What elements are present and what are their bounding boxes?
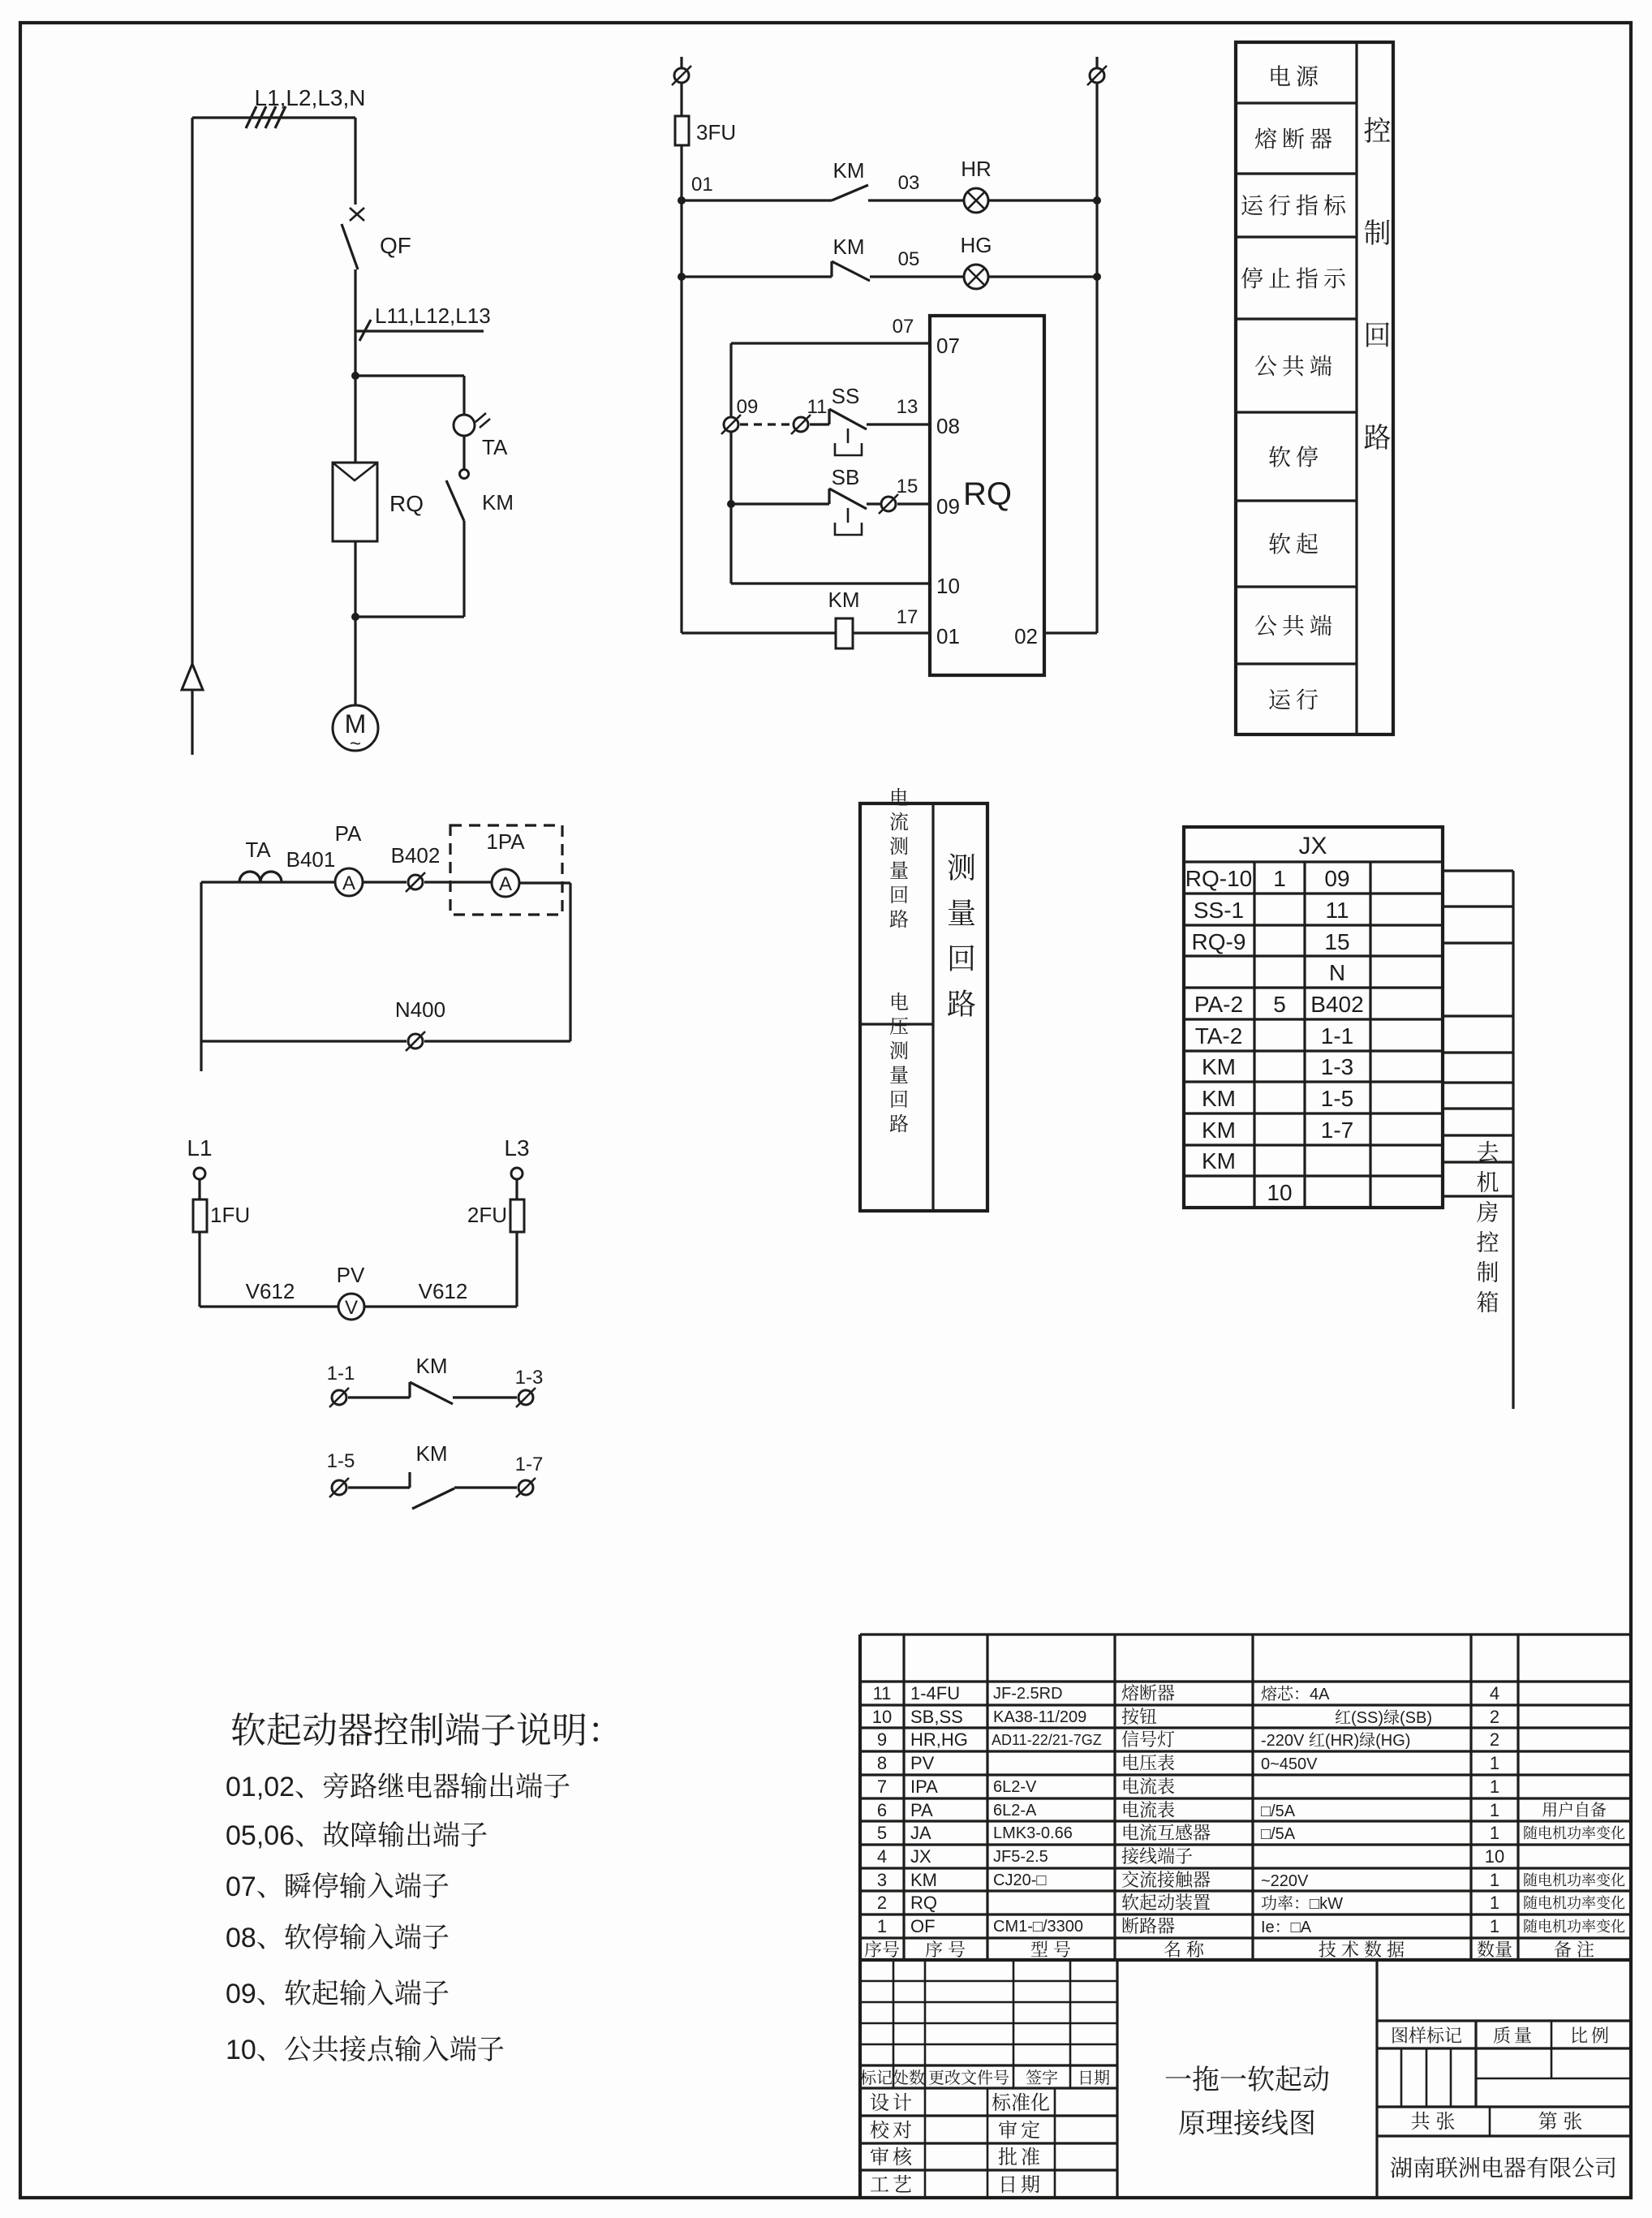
l1-label: L1 bbox=[187, 1135, 213, 1161]
notes-item: 07、瞬停输入端子 bbox=[226, 1871, 450, 1902]
role-label: 校对 bbox=[870, 2120, 915, 2142]
fuse-2fu-label: 2FU bbox=[467, 1203, 507, 1227]
rq-terminal-08: 08 bbox=[936, 414, 960, 438]
part-tech: Ie：□A bbox=[1261, 1919, 1312, 1936]
measure-cell-bottom: 电压测量回路 bbox=[885, 992, 908, 1138]
part-model: LMK3-0.66 bbox=[993, 1824, 1073, 1842]
wire-v612-left: V612 bbox=[245, 1279, 295, 1303]
voltage-measure-circuit bbox=[187, 1135, 529, 1320]
jx-cell: RQ-10 bbox=[1185, 866, 1253, 891]
jx-cell: 1-5 bbox=[1320, 1086, 1354, 1111]
lamp-hg-icon bbox=[964, 265, 988, 289]
part-name: 接线端子 bbox=[1121, 1846, 1194, 1867]
jx-title: JX bbox=[1298, 833, 1327, 859]
control-function-table bbox=[1236, 42, 1393, 734]
part-no: 3 bbox=[876, 1870, 888, 1890]
wire-v612-right: V612 bbox=[418, 1279, 468, 1303]
parts-header-remark: 备 注 bbox=[1553, 1940, 1595, 1960]
jx-dest-label: 去机房控制箱 bbox=[1473, 1140, 1499, 1320]
rev-header: 更改文件号 bbox=[928, 2069, 1009, 2087]
notes-item: 08、软停输入端子 bbox=[226, 1923, 450, 1953]
notes-item: 01,02、旁路继电器输出端子 bbox=[226, 1772, 571, 1802]
notes-item: 10、公共接点输入端子 bbox=[226, 2035, 505, 2065]
jx-cell: KM bbox=[1202, 1148, 1236, 1174]
ta-label: TA bbox=[482, 435, 508, 459]
part-remark: 随电机功率变化 bbox=[1523, 1919, 1625, 1935]
ct-coil-icon bbox=[239, 872, 282, 882]
drawing-title-line2: 原理接线图 bbox=[1178, 2108, 1316, 2139]
role-label: 审核 bbox=[870, 2147, 915, 2168]
part-model: CJ20-□ bbox=[993, 1871, 1047, 1889]
part-name: 断路器 bbox=[1121, 1916, 1176, 1936]
part-model: CM1-□/3300 bbox=[993, 1918, 1084, 1936]
func-row: 运行 bbox=[1267, 687, 1324, 713]
part-code: KM bbox=[910, 1870, 937, 1890]
func-row: 公共端 bbox=[1254, 614, 1338, 639]
km1-label: KM bbox=[832, 158, 865, 183]
jx-cell: 10 bbox=[1267, 1180, 1293, 1205]
qf-label: QF bbox=[380, 233, 411, 258]
ammeter-pa-icon bbox=[335, 868, 363, 896]
part-tech: ~220V bbox=[1261, 1872, 1309, 1890]
jx-cell: 11 bbox=[1325, 898, 1349, 923]
part-name: 软起动装置 bbox=[1121, 1893, 1211, 1913]
part-name: 交流接触器 bbox=[1121, 1870, 1211, 1890]
ss-pushbutton-icon bbox=[829, 409, 867, 455]
part-qty: 1 bbox=[1489, 1893, 1500, 1913]
sb-label: SB bbox=[831, 465, 860, 489]
km-coil-label: KM bbox=[828, 588, 860, 612]
hr-label: HR bbox=[961, 157, 992, 181]
wire-03: 03 bbox=[897, 172, 920, 194]
part-qty: 1 bbox=[1489, 1753, 1500, 1773]
km-aux-contacts bbox=[327, 1354, 544, 1509]
part-no: 4 bbox=[876, 1846, 888, 1867]
func-row: 软停 bbox=[1267, 445, 1324, 470]
rq-terminal-10: 10 bbox=[936, 574, 960, 598]
parts-header-qty: 数量 bbox=[1476, 1940, 1513, 1960]
func-row: 熔断器 bbox=[1254, 127, 1338, 152]
part-code: JA bbox=[910, 1823, 931, 1843]
func-row: 软起 bbox=[1267, 532, 1324, 557]
terminal-symbol bbox=[1087, 57, 1107, 85]
jx-cell: KM bbox=[1202, 1086, 1236, 1111]
jx-cell: 1 bbox=[1273, 866, 1286, 891]
part-qty: 1 bbox=[1489, 1870, 1500, 1890]
part-tech: □/5A bbox=[1261, 1825, 1296, 1843]
voltmeter-pv-icon bbox=[338, 1294, 364, 1320]
km-contact-icon bbox=[446, 470, 469, 618]
part-name: 电流互感器 bbox=[1121, 1823, 1211, 1843]
role-label: 标准化 bbox=[992, 2092, 1050, 2114]
soft-starter-rq-icon bbox=[333, 376, 377, 617]
motor-letter: M bbox=[344, 709, 367, 739]
wire-b402: B402 bbox=[390, 843, 441, 868]
sb-pushbutton-icon bbox=[829, 489, 867, 535]
rq-terminal-02: 02 bbox=[1014, 624, 1038, 648]
motor-icon bbox=[333, 705, 378, 755]
terminal-symbol bbox=[516, 1478, 536, 1497]
title-block bbox=[860, 1960, 1631, 2198]
part-no: 5 bbox=[876, 1823, 888, 1843]
drawing-title-line1: 一拖一软起动 bbox=[1164, 2065, 1330, 2095]
role-label: 批准 bbox=[998, 2147, 1043, 2168]
part-no: 6 bbox=[876, 1800, 888, 1820]
wire-15: 15 bbox=[896, 476, 918, 497]
scale-header: 比例 bbox=[1569, 2026, 1613, 2046]
part-code: JX bbox=[910, 1846, 931, 1867]
part-tech: 0~450V bbox=[1261, 1755, 1318, 1773]
parts-header-code: 序 号 bbox=[924, 1940, 966, 1960]
part-name: 按钮 bbox=[1121, 1707, 1158, 1727]
part-remark: 随电机功率变化 bbox=[1523, 1895, 1625, 1911]
part-no: 11 bbox=[872, 1683, 892, 1703]
jx-cell: 1-7 bbox=[1320, 1118, 1354, 1143]
notes-title: 软起动器控制端子说明： bbox=[230, 1711, 623, 1751]
company-name: 湖南联洲电器有限公司 bbox=[1389, 2156, 1618, 2181]
part-model: 6L2-V bbox=[993, 1778, 1037, 1796]
terminal-notes bbox=[226, 1711, 623, 2065]
part-code: IPA bbox=[910, 1777, 938, 1797]
part-qty: 4 bbox=[1489, 1683, 1500, 1703]
part-tech: 红(SS)绿(SB) bbox=[1335, 1709, 1432, 1727]
jx-cell: 15 bbox=[1324, 929, 1350, 954]
func-row: 公共端 bbox=[1254, 354, 1338, 379]
part-qty: 1 bbox=[1489, 1800, 1500, 1820]
fuse-3fu-label: 3FU bbox=[696, 120, 737, 144]
part-no: 2 bbox=[876, 1893, 888, 1913]
func-row: 电源 bbox=[1267, 64, 1324, 89]
func-row: 运行指标 bbox=[1240, 193, 1352, 218]
rq-terminal-01: 01 bbox=[936, 624, 960, 648]
parts-header-tech: 技 术 数 据 bbox=[1318, 1940, 1405, 1960]
wire-05: 05 bbox=[897, 248, 920, 270]
aux-1-1: 1-1 bbox=[326, 1363, 355, 1385]
wire-11: 11 bbox=[807, 396, 828, 418]
pv-label: PV bbox=[336, 1263, 365, 1287]
part-name: 电压表 bbox=[1121, 1753, 1176, 1773]
km-nc-contact-icon bbox=[832, 261, 870, 281]
part-model: KA38-11/209 bbox=[993, 1708, 1087, 1726]
jx-cell: KM bbox=[1202, 1118, 1236, 1143]
jx-cell: 09 bbox=[1324, 866, 1350, 891]
terminal-symbol bbox=[406, 872, 425, 892]
fuse-1fu-label: 1FU bbox=[210, 1203, 251, 1227]
feeder-label: L1,L2,L3,N bbox=[254, 85, 366, 110]
current-measure-circuit bbox=[201, 821, 570, 1071]
l3-label: L3 bbox=[504, 1135, 530, 1161]
part-remark: 随电机功率变化 bbox=[1523, 1872, 1625, 1889]
role-label: 日期 bbox=[998, 2174, 1043, 2196]
ss-label: SS bbox=[831, 384, 860, 408]
rev-header: 签字 bbox=[1026, 2069, 1058, 2087]
part-code: PV bbox=[910, 1753, 935, 1773]
jx-cell: 1-3 bbox=[1320, 1054, 1354, 1079]
km-label: KM bbox=[482, 490, 514, 515]
wire-07: 07 bbox=[892, 316, 914, 338]
notes-item: 09、软起输入端子 bbox=[226, 1979, 450, 2009]
fuse-1fu-icon bbox=[193, 1199, 207, 1232]
part-code: HR,HG bbox=[910, 1729, 968, 1750]
part-qty: 2 bbox=[1489, 1729, 1500, 1750]
part-name: 电流表 bbox=[1121, 1800, 1176, 1820]
terminal-symbol bbox=[329, 1388, 349, 1407]
wire-09: 09 bbox=[736, 396, 759, 418]
part-model: JF-2.5RD bbox=[993, 1685, 1063, 1703]
jx-cell: SS-1 bbox=[1193, 898, 1245, 923]
jx-cell: 1-1 bbox=[1320, 1023, 1354, 1049]
terminal-symbol bbox=[879, 494, 898, 514]
branch-label: L11,L12,L13 bbox=[375, 304, 491, 328]
part-qty: 1 bbox=[1489, 1823, 1500, 1843]
wire-13: 13 bbox=[896, 396, 918, 418]
jx-cell: N bbox=[1328, 960, 1346, 985]
part-name: 电流表 bbox=[1121, 1777, 1176, 1797]
fuse-3fu-icon bbox=[675, 116, 689, 145]
ta-ct-icon bbox=[454, 413, 490, 436]
ammeter-1pa-icon bbox=[492, 869, 519, 897]
part-no: 7 bbox=[876, 1777, 888, 1797]
wire-17: 17 bbox=[896, 606, 918, 628]
jx-cell: B402 bbox=[1310, 992, 1364, 1017]
parts-table bbox=[860, 1634, 1631, 1960]
mark-header: 图样标记 bbox=[1390, 2026, 1463, 2046]
terminal-symbol bbox=[516, 1388, 536, 1407]
ammeter-letter: A bbox=[342, 872, 356, 894]
part-remark: 用户自备 bbox=[1542, 1802, 1607, 1820]
part-code: PA bbox=[910, 1800, 933, 1820]
role-label: 审定 bbox=[998, 2120, 1043, 2142]
role-label: 工艺 bbox=[870, 2174, 915, 2196]
jx-terminal-table bbox=[1184, 827, 1513, 1409]
aux-1-7: 1-7 bbox=[514, 1454, 544, 1475]
jx-cell: 5 bbox=[1273, 992, 1286, 1017]
voltmeter-letter: V bbox=[344, 1297, 359, 1319]
part-no: 9 bbox=[876, 1729, 888, 1750]
rev-header: 处数 bbox=[893, 2069, 925, 2087]
aux-km1: KM bbox=[415, 1354, 448, 1378]
rq-terminal-07: 07 bbox=[936, 334, 960, 358]
part-name: 熔断器 bbox=[1121, 1683, 1176, 1703]
part-qty: 1 bbox=[1489, 1777, 1500, 1797]
part-model: 6L2-A bbox=[993, 1802, 1037, 1820]
terminal-symbol bbox=[329, 1478, 349, 1497]
pa-label: PA bbox=[334, 821, 362, 846]
rev-header: 日期 bbox=[1078, 2069, 1110, 2087]
part-qty: 1 bbox=[1489, 1916, 1500, 1936]
rq-terminal-09: 09 bbox=[936, 494, 960, 519]
fuse-2fu-icon bbox=[510, 1199, 524, 1232]
l1-terminal-icon bbox=[194, 1168, 205, 1179]
lamp-hr-icon bbox=[964, 188, 988, 213]
power-circuit bbox=[182, 85, 514, 755]
terminal-symbol bbox=[406, 1031, 425, 1051]
km-coil-icon bbox=[836, 618, 853, 648]
weight-header: 质量 bbox=[1492, 2026, 1536, 2046]
breaker-qf-icon bbox=[342, 208, 364, 376]
parts-header-seq: 序号 bbox=[863, 1940, 901, 1960]
role-label: 设计 bbox=[870, 2092, 915, 2114]
part-no: 10 bbox=[871, 1707, 893, 1727]
ammeter-letter: A bbox=[498, 873, 513, 895]
func-row: 停止指示 bbox=[1240, 266, 1352, 291]
jx-cell: TA-2 bbox=[1194, 1023, 1243, 1049]
hg-label: HG bbox=[960, 233, 992, 257]
l3-terminal-icon bbox=[511, 1168, 523, 1179]
aux-1-3: 1-3 bbox=[514, 1367, 544, 1389]
part-model: JF5-2.5 bbox=[993, 1848, 1048, 1866]
control-circuit bbox=[672, 57, 1107, 675]
part-code: 1-4FU bbox=[910, 1683, 961, 1703]
motor-wave: ~ bbox=[349, 733, 362, 755]
parts-header-name: 名 称 bbox=[1163, 1940, 1205, 1960]
aux-1-5: 1-5 bbox=[326, 1450, 355, 1472]
measure-side-label: 测量回路 bbox=[943, 852, 977, 1034]
sheet-number: 第 张 bbox=[1538, 2111, 1583, 2133]
terminal-symbol bbox=[672, 57, 691, 85]
jx-cell: KM bbox=[1202, 1054, 1236, 1079]
part-remark: 随电机功率变化 bbox=[1523, 1825, 1625, 1841]
aux-km2: KM bbox=[415, 1441, 448, 1466]
jx-cell: RQ-9 bbox=[1191, 929, 1246, 954]
km2-label: KM bbox=[832, 235, 865, 259]
rq-label: RQ bbox=[389, 491, 424, 516]
part-model: AD11-22/21-7GZ bbox=[992, 1732, 1102, 1748]
part-tech: 熔芯：4A bbox=[1261, 1686, 1330, 1703]
ground-arrow-icon bbox=[182, 664, 203, 690]
rev-header: 标记 bbox=[860, 2069, 893, 2087]
wire-01: 01 bbox=[691, 174, 713, 196]
rq-block-label: RQ bbox=[963, 476, 1012, 512]
part-code: SB,SS bbox=[910, 1707, 963, 1727]
measure-loop-table bbox=[860, 787, 987, 1211]
part-no: 1 bbox=[876, 1916, 888, 1936]
part-no: 8 bbox=[876, 1753, 888, 1773]
sheets-total: 共 张 bbox=[1410, 2111, 1456, 2133]
wire-n400: N400 bbox=[394, 997, 446, 1022]
part-tech: □/5A bbox=[1261, 1802, 1296, 1820]
func-side-label: 控制回路 bbox=[1359, 116, 1390, 525]
part-qty: 10 bbox=[1484, 1846, 1505, 1867]
part-tech: -220V 红(HR)绿(HG) bbox=[1261, 1732, 1411, 1750]
parts-header-model: 型 号 bbox=[1030, 1940, 1072, 1960]
meas-ta-label: TA bbox=[245, 838, 271, 862]
part-code: OF bbox=[910, 1916, 936, 1936]
wire-b401: B401 bbox=[286, 847, 336, 872]
jx-cell: PA-2 bbox=[1194, 992, 1244, 1017]
part-code: RQ bbox=[910, 1893, 937, 1913]
part-tech: 功率：□kW bbox=[1261, 1895, 1343, 1913]
part-name: 信号灯 bbox=[1121, 1729, 1176, 1750]
notes-item: 05,06、故障输出端子 bbox=[226, 1820, 488, 1851]
part-qty: 2 bbox=[1489, 1707, 1500, 1727]
measure-cell-top: 电流测量回路 bbox=[885, 787, 908, 933]
pa1-label: 1PA bbox=[486, 829, 525, 854]
km-no-contact-icon bbox=[832, 185, 868, 200]
